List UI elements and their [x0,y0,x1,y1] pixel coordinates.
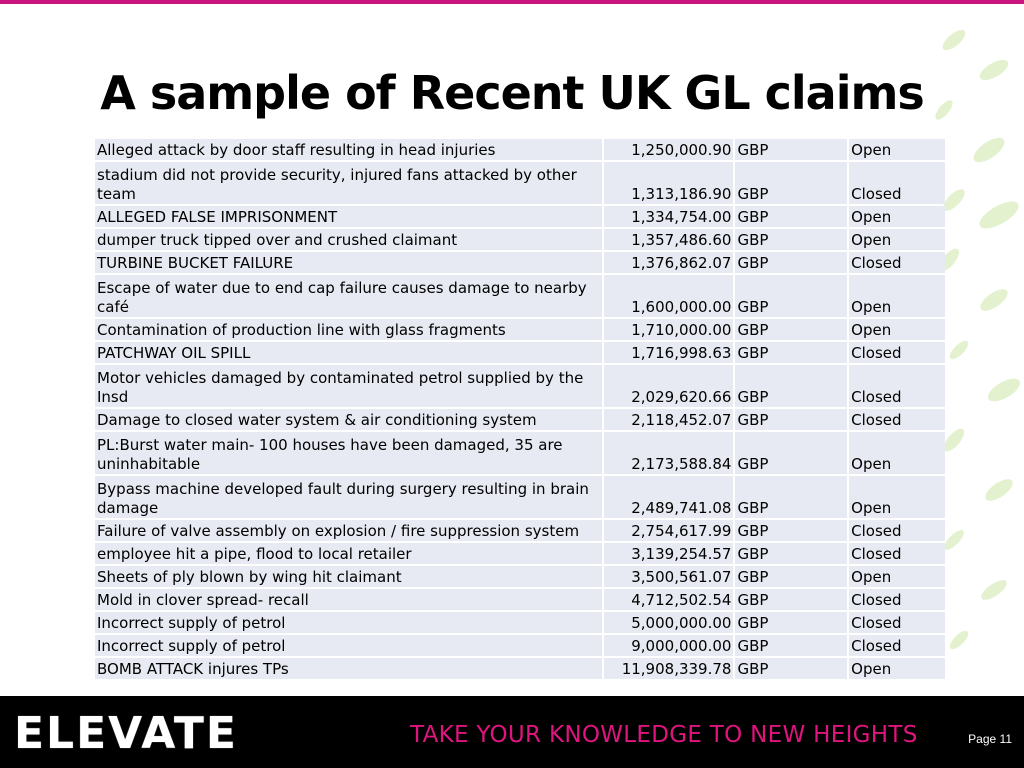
claim-description: employee hit a pipe, flood to local retailer [95,543,602,564]
claim-amount: 1,313,186.90 [604,162,734,204]
table-row [95,252,945,273]
table-row [95,139,945,160]
claim-amount: 1,357,486.60 [604,229,734,250]
claims-table [93,137,947,681]
claim-amount: 3,139,254.57 [604,543,734,564]
claim-description: Incorrect supply of petrol [95,635,602,656]
slide-title: A sample of Recent UK GL claims [100,66,924,120]
claim-status: Closed [849,520,945,541]
claim-amount: 1,716,998.63 [604,342,734,363]
claim-currency: GBP [735,589,847,610]
claim-status: Closed [849,635,945,656]
table-row [95,476,945,518]
claim-status: Open [849,229,945,250]
table-row [95,589,945,610]
table-row [95,520,945,541]
claim-description: PATCHWAY OIL SPILL [95,342,602,363]
claim-currency: GBP [735,476,847,518]
claim-description: Alleged attack by door staff resulting in head injuries [95,139,602,160]
claim-amount: 4,712,502.54 [604,589,734,610]
claim-amount: 2,173,588.84 [604,432,734,474]
claim-description: PL:Burst water main- 100 houses have been damaged, 35 are uninhabitable [95,432,602,474]
table-row [95,432,945,474]
claim-status: Closed [849,365,945,407]
table-row [95,365,945,407]
claim-description: dumper truck tipped over and crushed claimant [95,229,602,250]
claim-amount: 11,908,339.78 [604,658,734,679]
footer-tagline: TAKE YOUR KNOWLEDGE TO NEW HEIGHTS [410,722,918,748]
claim-amount: 1,376,862.07 [604,252,734,273]
claim-status: Closed [849,252,945,273]
claim-status: Open [849,566,945,587]
claim-status: Closed [849,612,945,633]
claim-currency: GBP [735,520,847,541]
claim-currency: GBP [735,139,847,160]
claim-description: stadium did not provide security, injured fans attacked by other team [95,162,602,204]
claim-amount: 1,334,754.00 [604,206,734,227]
claim-status: Open [849,476,945,518]
claim-status: Open [849,432,945,474]
table-row [95,319,945,340]
claim-status: Open [849,658,945,679]
claim-amount: 2,489,741.08 [604,476,734,518]
claim-description: TURBINE BUCKET FAILURE [95,252,602,273]
table-row [95,162,945,204]
table-row [95,658,945,679]
claim-currency: GBP [735,658,847,679]
claim-status: Closed [849,342,945,363]
claim-status: Closed [849,589,945,610]
claim-amount: 5,000,000.00 [604,612,734,633]
table-row [95,409,945,430]
claim-status: Open [849,139,945,160]
claim-currency: GBP [735,229,847,250]
claim-description: Escape of water due to end cap failure causes damage to nearby café [95,275,602,317]
claim-currency: GBP [735,162,847,204]
claim-status: Open [849,206,945,227]
claim-amount: 1,710,000.00 [604,319,734,340]
table-row [95,206,945,227]
claim-amount: 1,600,000.00 [604,275,734,317]
page-number: Page 11 [968,732,1012,746]
claim-status: Closed [849,162,945,204]
claim-description: Sheets of ply blown by wing hit claimant [95,566,602,587]
table-row [95,275,945,317]
claim-description: ALLEGED FALSE IMPRISONMENT [95,206,602,227]
claim-currency: GBP [735,319,847,340]
claim-currency: GBP [735,252,847,273]
claim-status: Closed [849,543,945,564]
claim-amount: 3,500,561.07 [604,566,734,587]
claims-table-body [95,139,945,679]
claim-amount: 2,754,617.99 [604,520,734,541]
claim-amount: 2,118,452.07 [604,409,734,430]
table-row [95,566,945,587]
table-row [95,612,945,633]
claim-currency: GBP [735,365,847,407]
claim-currency: GBP [735,543,847,564]
table-row [95,342,945,363]
claim-description: Mold in clover spread- recall [95,589,602,610]
claim-currency: GBP [735,409,847,430]
claim-description: BOMB ATTACK injures TPs [95,658,602,679]
claim-description: Damage to closed water system & air conditioning system [95,409,602,430]
claim-description: Incorrect supply of petrol [95,612,602,633]
elevate-logo: ELEVATE [14,708,238,759]
claim-description: Contamination of production line with glass fragments [95,319,602,340]
claim-amount: 9,000,000.00 [604,635,734,656]
claim-status: Open [849,275,945,317]
table-row [95,229,945,250]
claim-description: Failure of valve assembly on explosion / fire suppression system [95,520,602,541]
claim-currency: GBP [735,342,847,363]
claim-description: Bypass machine developed fault during surgery resulting in brain damage [95,476,602,518]
table-row [95,635,945,656]
claim-description: Motor vehicles damaged by contaminated petrol supplied by the Insd [95,365,602,407]
claim-amount: 2,029,620.66 [604,365,734,407]
table-row [95,543,945,564]
claim-currency: GBP [735,635,847,656]
claim-currency: GBP [735,566,847,587]
top-accent-rule [0,0,1024,4]
claim-status: Closed [849,409,945,430]
claim-currency: GBP [735,206,847,227]
claim-currency: GBP [735,275,847,317]
claim-currency: GBP [735,612,847,633]
claim-status: Open [849,319,945,340]
claim-currency: GBP [735,432,847,474]
claim-amount: 1,250,000.90 [604,139,734,160]
